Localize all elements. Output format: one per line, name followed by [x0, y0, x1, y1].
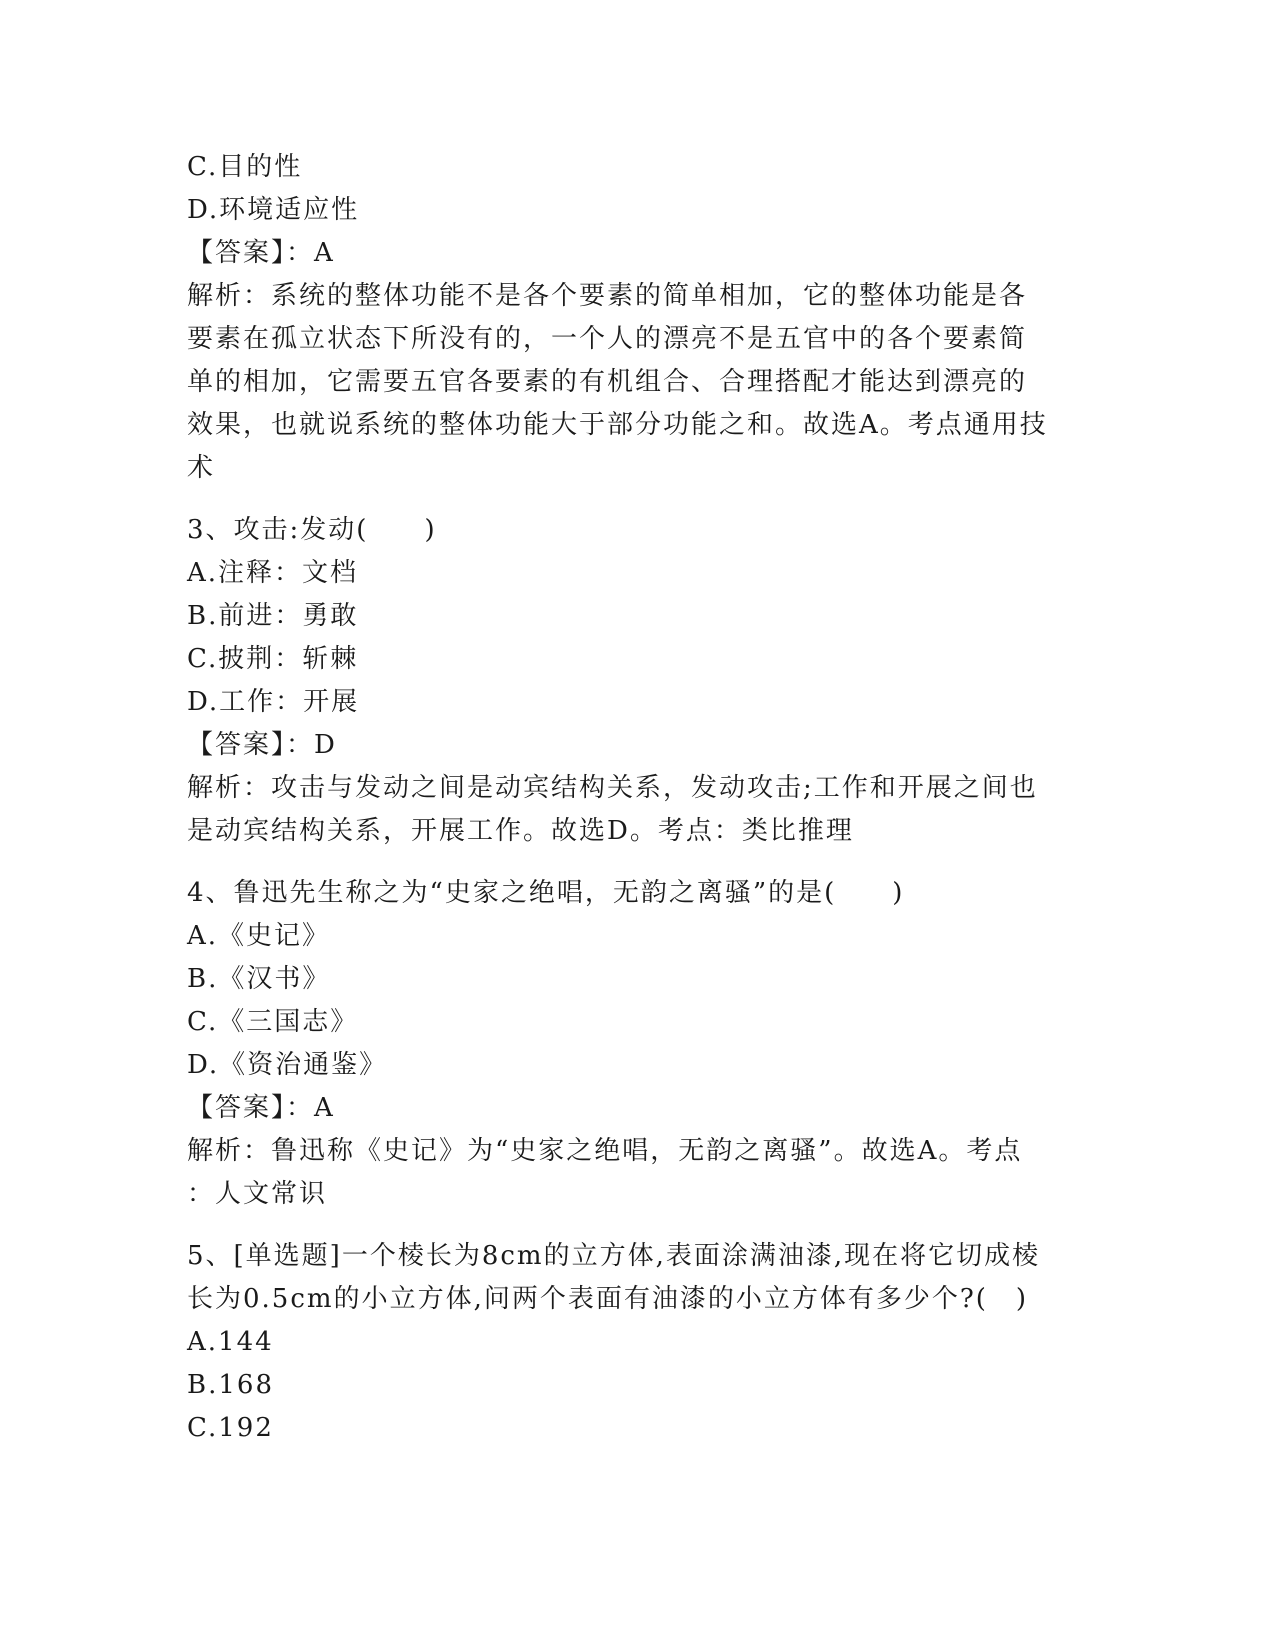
analysis-line: 单的相加，它需要五官各要素的有机组合、合理搭配才能达到漂亮的 [187, 367, 1028, 397]
answer: 【答案】：D [187, 730, 337, 760]
option-a: A.注释：文档 [187, 558, 359, 588]
option-c: C.目的性 [187, 152, 303, 182]
option-d: D.工作：开展 [187, 687, 360, 717]
option-a: A.《史记》 [187, 921, 331, 951]
analysis-line: 解析：系统的整体功能不是各个要素的简单相加，它的整体功能是各 [187, 281, 1028, 311]
option-c: C.192 [187, 1413, 274, 1443]
question-stem: 3、攻击:发动( ) [187, 515, 437, 545]
analysis-line: 解析：鲁迅称《史记》为“史家之绝唱，无韵之离骚”。故选A。考点 [187, 1136, 1023, 1166]
analysis-line: 效果，也就说系统的整体功能大于部分功能之和。故选A。考点通用技 [187, 410, 1048, 440]
analysis-line: ：人文常识 [187, 1179, 328, 1209]
option-b: B.前进：勇敢 [187, 601, 359, 631]
question-2-tail [187, 146, 1087, 490]
answer: 【答案】：A [187, 238, 335, 268]
document-page [187, 146, 1087, 1450]
analysis-line: 要素在孤立状态下所没有的，一个人的漂亮不是五官中的各个要素简 [187, 324, 1028, 354]
option-a: A.144 [187, 1327, 274, 1357]
option-c: C.《三国志》 [187, 1007, 359, 1037]
question-stem-line: 长为0.5cm的小立方体,问两个表面有油漆的小立方体有多少个?( ) [187, 1284, 1029, 1314]
option-b: B.168 [187, 1370, 274, 1400]
analysis-line: 术 [187, 453, 216, 483]
analysis-line: 是动宾结构关系，开展工作。故选D。考点：类比推理 [187, 816, 854, 846]
option-d: D.《资治通鉴》 [187, 1050, 388, 1080]
answer: 【答案】：A [187, 1093, 335, 1123]
option-d: D.环境适应性 [187, 195, 360, 225]
option-c: C.披荆：斩棘 [187, 644, 359, 674]
question-4 [187, 872, 1087, 1216]
question-stem-line: 5、[单选题]一个棱长为8cm的立方体,表面涂满油漆,现在将它切成棱 [187, 1241, 1041, 1271]
analysis-line: 解析：攻击与发动之间是动宾结构关系，发动攻击;工作和开展之间也 [187, 773, 1038, 803]
question-5 [187, 1235, 1087, 1450]
question-3 [187, 509, 1087, 853]
option-b: B.《汉书》 [187, 964, 331, 994]
question-stem: 4、鲁迅先生称之为“史家之绝唱，无韵之离骚”的是( ) [187, 878, 905, 908]
